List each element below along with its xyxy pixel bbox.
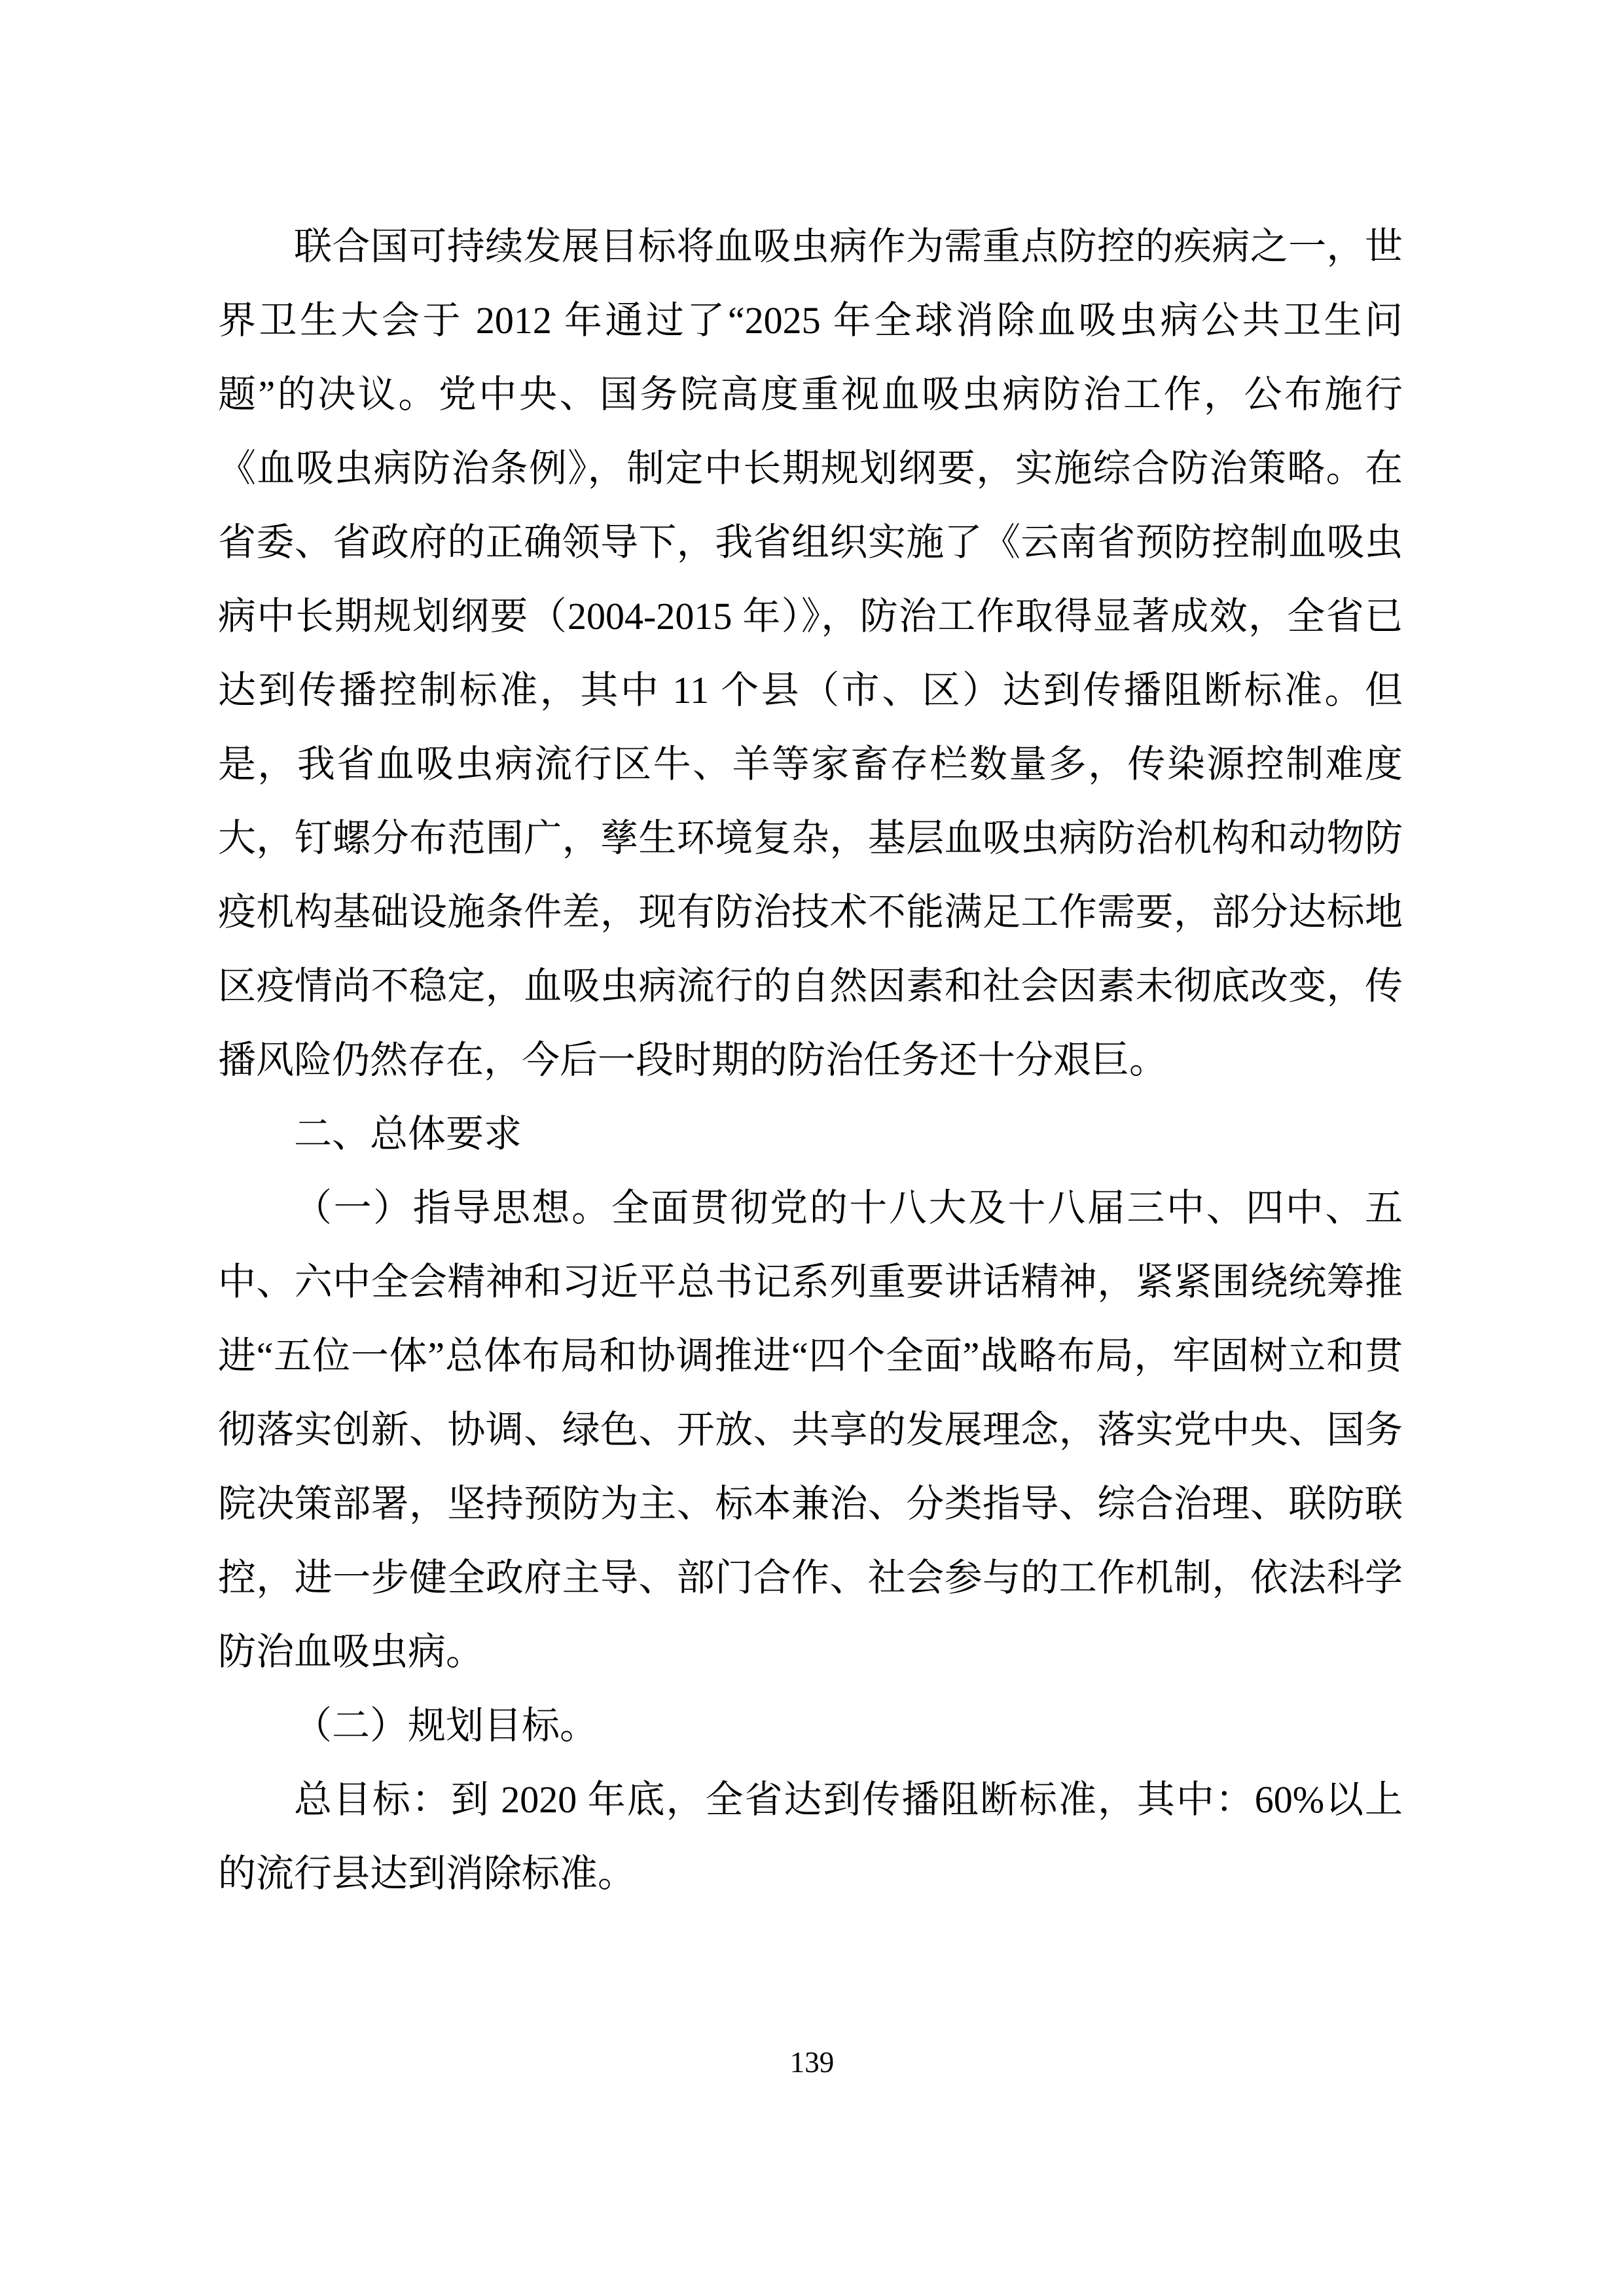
paragraph-guiding-ideology: （一）指导思想。全面贯彻党的十八大及十八届三中、四中、五中、六中全会精神和习近平总书记系列重要讲话精神，紧紧围绕统筹推进“五位一体”总体布局和协调推进“四个全面”战略布局，牢固树立和贯彻落实创新、协调、绿色、开放、共享的发展理念，落实党中央、国务院决策部署，坚持预防为主、标本兼治、分类指导、综合治理、联防联控，进一步健全政府主导、部门合作、社会参与的工作机制，依法科学防治血吸虫病。 bbox=[218, 1187, 1403, 1673]
document-body bbox=[218, 209, 1403, 1910]
paragraph-overall-goal: 总目标：到 2020 年底，全省达到传播阻断标准，其中：60%以上的流行县达到消除标准。 bbox=[218, 1778, 1403, 1895]
section-heading-overall-requirements: 二、总体要求 bbox=[294, 1113, 522, 1155]
page-number: 139 bbox=[789, 2046, 835, 2079]
section-heading-planning-goals: （二）规划目标。 bbox=[294, 1704, 598, 1747]
paragraph-introduction: 联合国可持续发展目标将血吸虫病作为需重点防控的疾病之一，世界卫生大会于 2012 年通过了“2025 年全球消除血吸虫病公共卫生问题”的决议。党中央、国务院高度重视血吸虫病防治工作，公布施行《血吸虫病防治条例》，制定中长期规划纲要，实施综合防治策略。在省委、省政府的正确领导下，我省组织实施了《云南省预防控制血吸虫病中长期规划纲要（2004-2015 年）》，防治工作取得显著成效，全省已达到传播控制标准，其中 11 个县（市、区）达到传播阻断标准。但是，我省血吸虫病流行区牛、羊等家畜存栏数量多，传染源控制难度大，钉螺分布范围广，孳生环境复杂，基层血吸虫病防治机构和动物防疫机构基础设施条件差，现有防治技术不能满足工作需要，部分达标地区疫情尚不稳定，血吸虫病流行的自然因素和社会因素未彻底改变，传播风险仍然存在，今后一段时期的防治任务还十分艰巨。 bbox=[218, 225, 1403, 1081]
